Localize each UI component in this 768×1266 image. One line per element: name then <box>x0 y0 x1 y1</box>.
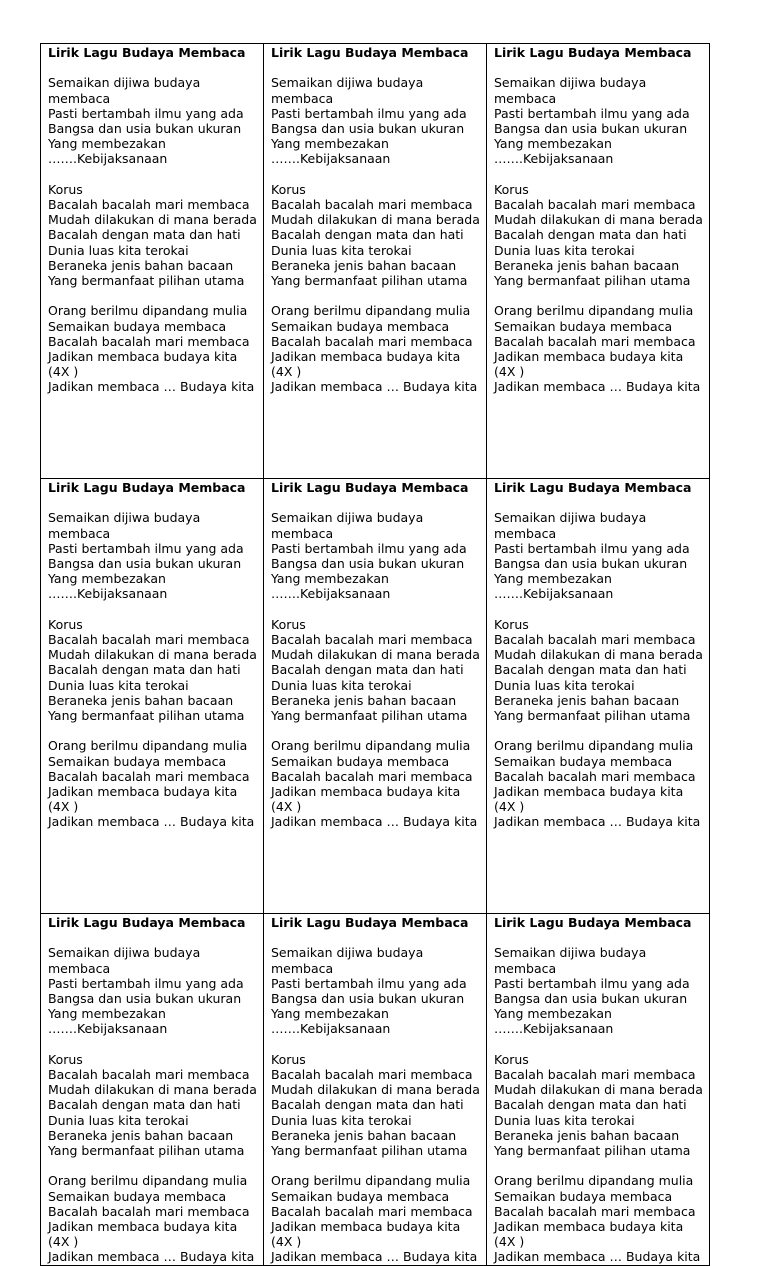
verse-line: Yang membezakan <box>48 571 166 587</box>
cell-title: Lirik Lagu Budaya Membaca <box>494 480 692 495</box>
verse-line: …….Kebijaksanaan <box>494 151 614 167</box>
verse-line: Bangsa dan usia bukan ukuran <box>48 991 242 1006</box>
chorus-line: Beraneka jenis bahan bacaan <box>271 257 457 273</box>
chorus-line: Bacalah dengan mata dan hati <box>48 1097 241 1113</box>
chorus-line: Dunia luas kita terokai <box>48 242 189 258</box>
chorus-line: Beraneka jenis bahan bacaan <box>494 1127 680 1143</box>
stanza-gap <box>48 723 258 738</box>
ending-line: Orang berilmu dipandang mulia <box>48 1173 248 1189</box>
ending-line: Bacalah bacalah mari membaca <box>494 1203 696 1219</box>
ending-line: Bacalah bacalah mari membaca <box>494 333 696 349</box>
verse-line: Yang membezakan <box>494 1006 612 1022</box>
verse-line: Pasti bertambah ilmu yang ada <box>271 540 467 556</box>
lyrics-cell <box>264 44 487 479</box>
chorus-line: Bacalah bacalah mari membaca <box>271 1067 473 1082</box>
cell-title: Lirik Lagu Budaya Membaca <box>271 45 469 60</box>
lyrics-cell <box>264 914 487 1266</box>
ending-line: Semaikan budaya membaca <box>494 753 673 769</box>
ending-line: Semaikan budaya membaca <box>271 753 450 769</box>
chorus-line: Dunia luas kita terokai <box>494 677 635 693</box>
lyrics-row <box>41 44 710 479</box>
chorus-line: Bacalah dengan mata dan hati <box>271 1097 464 1113</box>
chorus-line: Mudah dilakukan di mana berada <box>48 647 257 663</box>
verse-line: Semaikan dijiwa budaya membaca <box>494 75 647 106</box>
verse-line: Semaikan dijiwa budaya membaca <box>48 75 201 106</box>
chorus-line: Bacalah bacalah mari membaca <box>494 632 696 647</box>
chorus-line: Beraneka jenis bahan bacaan <box>494 692 680 708</box>
chorus-line: Mudah dilakukan di mana berada <box>494 212 703 228</box>
ending-line: Bacalah bacalah mari membaca <box>48 768 250 784</box>
chorus-line: Beraneka jenis bahan bacaan <box>48 257 234 273</box>
chorus-line: Bacalah dengan mata dan hati <box>271 227 464 243</box>
verse-line: Pasti bertambah ilmu yang ada <box>271 975 467 991</box>
ending-line: Orang berilmu dipandang mulia <box>48 303 248 319</box>
verse-line: Pasti bertambah ilmu yang ada <box>48 975 244 991</box>
ending-line: Semaikan budaya membaca <box>48 318 227 334</box>
ending-line: Bacalah bacalah mari membaca <box>271 1203 473 1219</box>
chorus-line: Bacalah dengan mata dan hati <box>48 662 241 678</box>
chorus-line: Yang bermanfaat pilihan utama <box>271 708 468 724</box>
verse-line: Pasti bertambah ilmu yang ada <box>271 105 467 121</box>
chorus-line: Bacalah bacalah mari membaca <box>271 197 473 212</box>
chorus-line: Dunia luas kita terokai <box>271 1112 412 1128</box>
stanza-gap <box>494 1158 704 1173</box>
ending-line: Jadikan membaca … Budaya kita <box>271 379 478 395</box>
verse-line: Bangsa dan usia bukan ukuran <box>271 556 465 571</box>
cell-title: Lirik Lagu Budaya Membaca <box>494 45 692 60</box>
chorus-line: Yang bermanfaat pilihan utama <box>48 1143 245 1159</box>
verse-line: Semaikan dijiwa budaya membaca <box>271 945 424 976</box>
ending-line: Semaikan budaya membaca <box>271 1188 450 1204</box>
ending-line: Semaikan budaya membaca <box>48 1188 227 1204</box>
lyrics-sheet <box>40 43 709 1265</box>
chorus-line: Bacalah dengan mata dan hati <box>494 1097 687 1113</box>
ending-line: Orang berilmu dipandang mulia <box>271 1173 471 1189</box>
chorus-line: Korus <box>271 616 306 632</box>
chorus-line: Korus <box>271 181 306 197</box>
ending-line: Jadikan membaca … Budaya kita <box>271 814 478 830</box>
verse-line: Pasti bertambah ilmu yang ada <box>494 540 690 556</box>
verse-line: Bangsa dan usia bukan ukuran <box>48 556 242 571</box>
ending-line: Jadikan membaca … Budaya kita <box>494 1249 701 1265</box>
chorus-line: Dunia luas kita terokai <box>271 677 412 693</box>
chorus-line: Dunia luas kita terokai <box>48 677 189 693</box>
verse-line: Semaikan dijiwa budaya membaca <box>271 75 424 106</box>
stanza-gap <box>271 723 481 738</box>
ending-line: Bacalah bacalah mari membaca <box>48 1203 250 1219</box>
stanza-gap <box>48 288 258 303</box>
chorus-line: Bacalah dengan mata dan hati <box>271 662 464 678</box>
verse-line: Semaikan dijiwa budaya membaca <box>48 510 201 541</box>
chorus-line: Yang bermanfaat pilihan utama <box>48 273 245 289</box>
verse-line: …….Kebijaksanaan <box>48 1021 168 1037</box>
ending-line: Semaikan budaya membaca <box>494 318 673 334</box>
ending-line: Jadikan membaca budaya kita (4X ) <box>48 349 238 380</box>
verse-line: Yang membezakan <box>271 136 389 152</box>
stanza-gap <box>271 602 481 617</box>
chorus-line: Yang bermanfaat pilihan utama <box>48 708 245 724</box>
chorus-line: Bacalah bacalah mari membaca <box>271 632 473 647</box>
stanza-gap <box>48 1037 258 1052</box>
chorus-line: Mudah dilakukan di mana berada <box>494 1082 703 1098</box>
ending-line: Jadikan membaca … Budaya kita <box>494 814 701 830</box>
ending-line: Jadikan membaca … Budaya kita <box>48 379 255 395</box>
ending-line: Jadikan membaca budaya kita (4X ) <box>48 784 238 815</box>
verse-line: Yang membezakan <box>48 1006 166 1022</box>
verse-line: Bangsa dan usia bukan ukuran <box>494 556 688 571</box>
chorus-line: Bacalah dengan mata dan hati <box>48 227 241 243</box>
chorus-line: Yang bermanfaat pilihan utama <box>494 1143 691 1159</box>
ending-line: Orang berilmu dipandang mulia <box>494 1173 694 1189</box>
chorus-line: Mudah dilakukan di mana berada <box>48 1082 257 1098</box>
stanza-gap <box>271 1037 481 1052</box>
verse-line: …….Kebijaksanaan <box>271 1021 391 1037</box>
ending-line: Jadikan membaca budaya kita (4X ) <box>494 349 684 380</box>
chorus-line: Mudah dilakukan di mana berada <box>271 1082 480 1098</box>
ending-line: Semaikan budaya membaca <box>48 753 227 769</box>
verse-line: Pasti bertambah ilmu yang ada <box>48 540 244 556</box>
cell-title: Lirik Lagu Budaya Membaca <box>494 915 692 930</box>
lyrics-cell <box>487 914 710 1266</box>
verse-line: Semaikan dijiwa budaya membaca <box>494 945 647 976</box>
chorus-line: Beraneka jenis bahan bacaan <box>271 1127 457 1143</box>
verse-line: Yang membezakan <box>48 136 166 152</box>
stanza-gap <box>494 602 704 617</box>
verse-line: Bangsa dan usia bukan ukuran <box>494 121 688 136</box>
lyrics-row <box>41 479 710 914</box>
ending-line: Jadikan membaca budaya kita (4X ) <box>271 349 461 380</box>
ending-line: Orang berilmu dipandang mulia <box>494 303 694 319</box>
chorus-line: Beraneka jenis bahan bacaan <box>271 692 457 708</box>
chorus-line: Beraneka jenis bahan bacaan <box>48 1127 234 1143</box>
chorus-line: Korus <box>271 1051 306 1067</box>
stanza-gap <box>48 602 258 617</box>
ending-line: Orang berilmu dipandang mulia <box>48 738 248 754</box>
verse-line: …….Kebijaksanaan <box>271 586 391 602</box>
verse-line: …….Kebijaksanaan <box>48 151 168 167</box>
chorus-line: Dunia luas kita terokai <box>48 1112 189 1128</box>
ending-line: Semaikan budaya membaca <box>494 1188 673 1204</box>
stanza-gap <box>271 1158 481 1173</box>
ending-line: Orang berilmu dipandang mulia <box>271 738 471 754</box>
chorus-line: Beraneka jenis bahan bacaan <box>48 692 234 708</box>
verse-line: Yang membezakan <box>271 1006 389 1022</box>
chorus-line: Yang bermanfaat pilihan utama <box>271 1143 468 1159</box>
lyrics-cell <box>41 44 264 479</box>
verse-line: Bangsa dan usia bukan ukuran <box>48 121 242 136</box>
chorus-line: Mudah dilakukan di mana berada <box>271 212 480 228</box>
chorus-line: Korus <box>494 181 529 197</box>
stanza-gap <box>494 1037 704 1052</box>
chorus-line: Mudah dilakukan di mana berada <box>48 212 257 228</box>
ending-line: Jadikan membaca budaya kita (4X ) <box>48 1219 238 1250</box>
verse-line: Semaikan dijiwa budaya membaca <box>494 510 647 541</box>
chorus-line: Korus <box>48 616 83 632</box>
verse-line: …….Kebijaksanaan <box>48 586 168 602</box>
cell-title: Lirik Lagu Budaya Membaca <box>48 915 246 930</box>
verse-line: Bangsa dan usia bukan ukuran <box>271 121 465 136</box>
ending-line: Jadikan membaca … Budaya kita <box>494 379 701 395</box>
stanza-gap <box>48 1158 258 1173</box>
chorus-line: Bacalah bacalah mari membaca <box>48 197 250 212</box>
verse-line: Yang membezakan <box>494 136 612 152</box>
lyrics-cell <box>41 479 264 914</box>
chorus-line: Bacalah dengan mata dan hati <box>494 227 687 243</box>
lyrics-cell <box>264 479 487 914</box>
verse-line: Pasti bertambah ilmu yang ada <box>494 105 690 121</box>
chorus-line: Bacalah bacalah mari membaca <box>494 1067 696 1082</box>
chorus-line: Yang bermanfaat pilihan utama <box>271 273 468 289</box>
chorus-line: Korus <box>494 616 529 632</box>
verse-line: Semaikan dijiwa budaya membaca <box>271 510 424 541</box>
cell-title: Lirik Lagu Budaya Membaca <box>48 45 246 60</box>
ending-line: Jadikan membaca … Budaya kita <box>271 1249 478 1265</box>
ending-line: Jadikan membaca budaya kita (4X ) <box>271 784 461 815</box>
lyrics-cell <box>487 479 710 914</box>
chorus-line: Bacalah bacalah mari membaca <box>48 632 250 647</box>
ending-line: Bacalah bacalah mari membaca <box>48 333 250 349</box>
lyrics-cell <box>487 44 710 479</box>
stanza-gap <box>494 288 704 303</box>
stanza-gap <box>48 167 258 182</box>
ending-line: Bacalah bacalah mari membaca <box>271 333 473 349</box>
chorus-line: Yang bermanfaat pilihan utama <box>494 273 691 289</box>
stanza-gap <box>494 723 704 738</box>
ending-line: Jadikan membaca … Budaya kita <box>48 814 255 830</box>
chorus-line: Mudah dilakukan di mana berada <box>271 647 480 663</box>
chorus-line: Dunia luas kita terokai <box>494 242 635 258</box>
lyrics-grid <box>40 43 710 1266</box>
ending-line: Jadikan membaca budaya kita (4X ) <box>271 1219 461 1250</box>
stanza-gap <box>271 288 481 303</box>
chorus-line: Dunia luas kita terokai <box>494 1112 635 1128</box>
chorus-line: Bacalah dengan mata dan hati <box>494 662 687 678</box>
cell-title: Lirik Lagu Budaya Membaca <box>271 480 469 495</box>
verse-line: Yang membezakan <box>271 571 389 587</box>
verse-line: Pasti bertambah ilmu yang ada <box>494 975 690 991</box>
cell-title: Lirik Lagu Budaya Membaca <box>48 480 246 495</box>
ending-line: Semaikan budaya membaca <box>271 318 450 334</box>
chorus-line: Mudah dilakukan di mana berada <box>494 647 703 663</box>
chorus-line: Yang bermanfaat pilihan utama <box>494 708 691 724</box>
ending-line: Bacalah bacalah mari membaca <box>271 768 473 784</box>
verse-line: …….Kebijaksanaan <box>271 151 391 167</box>
ending-line: Jadikan membaca budaya kita (4X ) <box>494 784 684 815</box>
chorus-line: Bacalah bacalah mari membaca <box>48 1067 250 1082</box>
chorus-line: Bacalah bacalah mari membaca <box>494 197 696 212</box>
cell-title: Lirik Lagu Budaya Membaca <box>271 915 469 930</box>
verse-line: Semaikan dijiwa budaya membaca <box>48 945 201 976</box>
ending-line: Bacalah bacalah mari membaca <box>494 768 696 784</box>
ending-line: Jadikan membaca budaya kita (4X ) <box>494 1219 684 1250</box>
chorus-line: Korus <box>48 181 83 197</box>
stanza-gap <box>271 167 481 182</box>
verse-line: Bangsa dan usia bukan ukuran <box>494 991 688 1006</box>
verse-line: Pasti bertambah ilmu yang ada <box>48 105 244 121</box>
chorus-line: Beraneka jenis bahan bacaan <box>494 257 680 273</box>
chorus-line: Korus <box>494 1051 529 1067</box>
verse-line: Yang membezakan <box>494 571 612 587</box>
lyrics-cell <box>41 914 264 1266</box>
chorus-line: Dunia luas kita terokai <box>271 242 412 258</box>
ending-line: Orang berilmu dipandang mulia <box>494 738 694 754</box>
ending-line: Jadikan membaca … Budaya kita <box>48 1249 255 1265</box>
ending-line: Orang berilmu dipandang mulia <box>271 303 471 319</box>
verse-line: …….Kebijaksanaan <box>494 1021 614 1037</box>
verse-line: Bangsa dan usia bukan ukuran <box>271 991 465 1006</box>
verse-line: …….Kebijaksanaan <box>494 586 614 602</box>
chorus-line: Korus <box>48 1051 83 1067</box>
stanza-gap <box>494 167 704 182</box>
lyrics-row <box>41 914 710 1266</box>
